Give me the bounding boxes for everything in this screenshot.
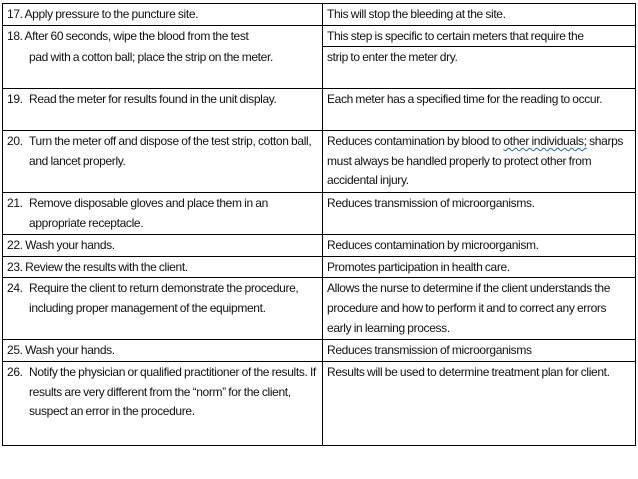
step-number: 22. (7, 238, 23, 253)
rationale-cell (323, 235, 636, 257)
action-text: Read the meter for results found in the unit display. (29, 92, 277, 107)
action-text: Review the results with the client. (25, 259, 188, 274)
action-cell (3, 25, 323, 47)
procedure-steps-table (2, 3, 636, 446)
rationale-text: strip to enter the meter dry. (327, 50, 458, 65)
table-row (3, 131, 636, 193)
rationale-text: Reduces transmission of microorganisms (327, 343, 532, 358)
action-text: Remove disposable gloves and place them in an appropriate receptacle. (29, 196, 268, 230)
rationale-text: Reduces transmission of microorganisms. (327, 196, 535, 211)
action-cell (3, 256, 323, 278)
action-cell (3, 89, 323, 131)
step-number: 25. (7, 343, 23, 358)
rationale-cell (323, 361, 636, 445)
rationale-cell (323, 131, 636, 193)
action-cell (3, 340, 323, 362)
rationale-cell (323, 25, 636, 47)
rationale-cell (323, 47, 636, 89)
action-cell (3, 131, 323, 193)
table-row (3, 361, 636, 445)
step-number: 24. (7, 281, 23, 296)
table-row (3, 340, 636, 362)
rationale-text-part: Reduces contamination by blood to (327, 134, 504, 149)
spellcheck-flagged-text: other individuals; (503, 134, 587, 149)
table-row (3, 4, 636, 26)
rationale-text-part: sharps must always be handled properly to protect other from accidental injury. (327, 134, 624, 188)
table-row (3, 256, 636, 278)
rationale-text: Reduces contamination by microorganism. (327, 238, 539, 253)
step-number: 26. (7, 364, 23, 379)
rationale-text: Each meter has a specified time for the reading to occur. (327, 92, 603, 107)
rationale-text: Results will be used to determine treatment plan for client. (327, 364, 610, 379)
rationale-cell (323, 4, 636, 26)
action-cell (3, 193, 323, 235)
rationale-text: This step is specific to certain meters that require the (327, 28, 584, 43)
table-row (3, 47, 636, 89)
table-row (3, 235, 636, 257)
table-row (3, 25, 636, 47)
action-text: pad with a cotton ball; place the strip on the meter. (29, 49, 273, 64)
step-number: 20. (7, 134, 23, 149)
rationale-cell (323, 193, 636, 235)
action-text: Wash your hands. (25, 343, 115, 358)
rationale-cell (323, 340, 636, 362)
action-cell (3, 235, 323, 257)
rationale-text: Promotes participation in health care. (327, 259, 510, 274)
step-number: 23. (7, 259, 23, 274)
step-number: 21. (7, 196, 23, 211)
action-cell (3, 361, 323, 445)
step-number: 17. (7, 7, 23, 21)
action-cell (3, 278, 323, 340)
action-text: Apply pressure to the puncture site. (24, 7, 199, 21)
rationale-cell (323, 278, 636, 340)
action-cell (3, 4, 323, 26)
action-text: After 60 seconds, wipe the blood from the test (24, 28, 249, 43)
rationale-text: Allows the nurse to determine if the client understands the procedure and how to perform it and to correct any errors early in learning process. (327, 281, 611, 335)
table-row (3, 193, 636, 235)
step-number: 18. (7, 28, 23, 43)
step-number: 19. (7, 92, 23, 107)
action-text: Notify the physician or qualified practitioner of the results. If results are very different from the “norm” for the client, suspect an error in the procedure. (29, 364, 316, 419)
action-text: Turn the meter off and dispose of the test strip, cotton ball, and lancet properly. (29, 134, 312, 168)
action-cell (3, 47, 323, 89)
table-row (3, 89, 636, 131)
action-text: Require the client to return demonstrate the procedure, including proper management of the equipment. (29, 281, 299, 315)
rationale-cell (323, 256, 636, 278)
table-row (3, 278, 636, 340)
action-text: Wash your hands. (25, 238, 115, 253)
rationale-text: This will stop the bleeding at the site. (327, 7, 506, 21)
rationale-cell (323, 89, 636, 131)
